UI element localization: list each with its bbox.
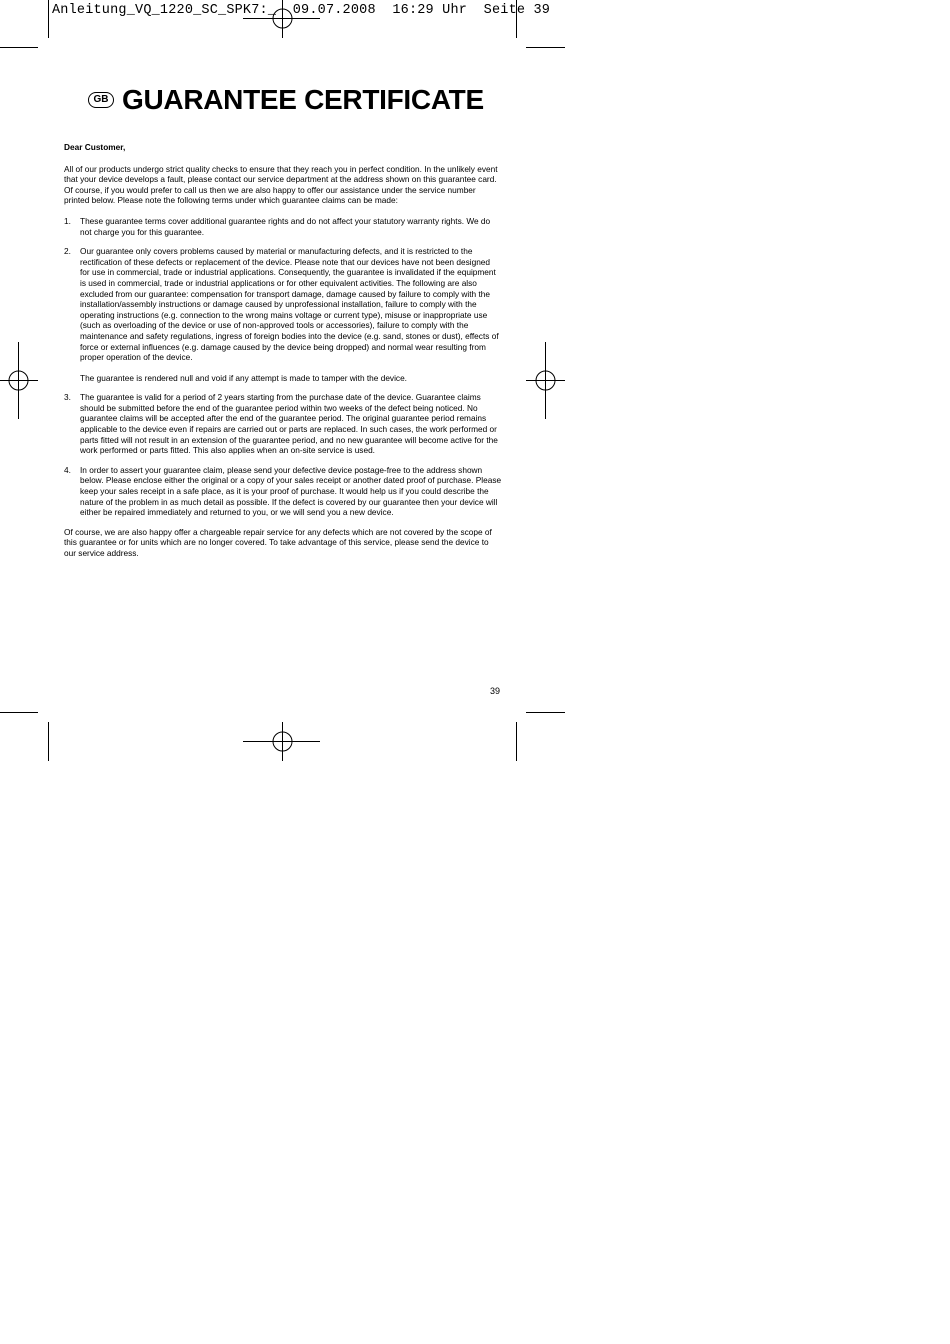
title-row (88, 84, 484, 116)
guarantee-body (64, 142, 502, 569)
list-item (64, 246, 502, 383)
list-item-number: 2. (64, 246, 71, 257)
list-item-subtext: The guarantee is rendered null and void if any attempt is made to tamper with the device. (80, 372, 407, 383)
list-item-number: 4. (64, 464, 71, 475)
list-item-text: In order to assert your guarantee claim, please send your defective device postage-free to the address shown below. Please enclose either the original or a copy of your sales receipt or another dated proof of purchase. Please keep your sales receipt in a safe place, as it is your proof of purchase. It would help us if you could describe the nature of the problem in as much detail as possible. If the defect is covered by our guarantee then your device will either be repaired immediately and returned to you, or we will send you a new device. (80, 464, 502, 518)
list-item-number: 3. (64, 392, 71, 403)
list-item (64, 392, 502, 456)
greeting: Dear Customer, (64, 142, 126, 152)
list-item-number: 1. (64, 215, 71, 226)
intro-paragraph: All of our products undergo strict quality checks to ensure that they reach you in perfect condition. In the unlikely event that your device develops a fault, please contact our service department at the address shown on this guarantee card. Of course, if you would prefer to call us then we are also happy to offer our assistance under the service number printed below. Please note the following terms under which guarantee claims can be made: (64, 163, 498, 206)
page-title: GUARANTEE CERTIFICATE (122, 84, 484, 115)
page-number: 39 (490, 686, 501, 696)
list-item-text: These guarantee terms cover additional guarantee rights and do not affect your statutory warranty rights. We do not charge you for this guarantee. (80, 215, 491, 237)
list-item (64, 216, 502, 237)
list-item-text: The guarantee is valid for a period of 2 years starting from the purchase date of the device. Guarantee claims should be submitted before the end of the guarantee period within two weeks of the defect being noticed. No guarantee claims will be accepted after the end of the guarantee period. The original guarantee period remains applicable to the device even if repairs are carried out or parts are replaced. In such cases, the work performed or parts fitted will not result in an extension of the guarantee period, and no new guarantee will become active for the work performed or parts fitted. This also applies when an on-site service is used. (80, 392, 498, 456)
print-slug-header: Anleitung_VQ_1220_SC_SPK7:_ 09.07.2008 16:29 Uhr Seite 39 (52, 3, 551, 18)
list-item (64, 465, 502, 518)
closing-paragraph: Of course, we are also happy offer a chargeable repair service for any defects which are not covered by the scope of this guarantee or for units which are no longer covered. To take advantage of this service, please send the device to our service address. (64, 526, 492, 558)
list-item-text: Our guarantee only covers problems caused by material or manufacturing defects, and it is restricted to the rectification of these defects or replacement of the device. Please note that our devices have not been designed for use in commercial, trade or industrial applications. Consequently, the guarantee is invalidated if the equipment is used in commercial, trade or industrial applications or for other equivalent activities. The following are also excluded from our guarantee: compensation for transport damage, damage caused by failure to comply with the installation/assembly instructions or damage caused by unprofessional installation, failure to comply with the operating instructions (e.g. connection to the wrong mains voltage or current type), misuse or inappropriate use (such as overloading of the device or use of non-approved tools or accessories), failure to comply with the maintenance and safety regulations, ingress of foreign bodies into the device (e.g. sand, stones or dust), effects of force or external influences (e.g. damage caused by the device being dropped) and normal wear resulting from proper operation of the device. (80, 246, 499, 363)
country-badge: GB (88, 92, 114, 108)
